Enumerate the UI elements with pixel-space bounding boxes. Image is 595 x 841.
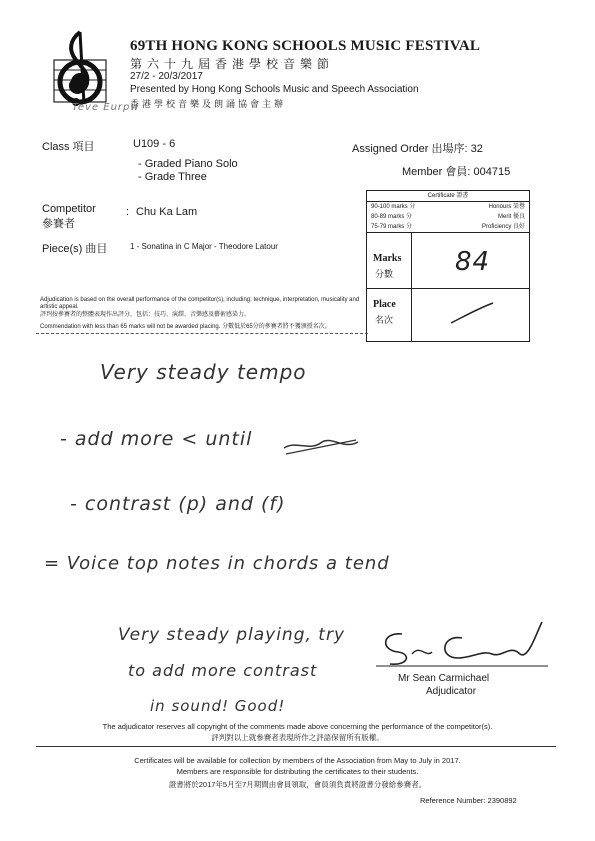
commendation-note: Commendation with less than 65 marks will not be awarded placing. 分數低於65分的參賽者將不獲頒授名次。 [40,324,331,330]
grade-name: Honours 榮譽 [488,204,525,210]
competitor-label: Competitor [42,203,96,215]
grade-scale [367,202,529,233]
place-dash-mark [447,297,497,327]
piece-value: 1 - Sonatina in C Major - Theodore Latour [130,242,278,251]
footer-divider [36,746,556,747]
association-cn: 香港學校音樂及朗誦協會主辦 [130,99,287,109]
certificate-box [366,190,530,342]
copyright-note-cn: 評判對以上就參賽者表現所作之評語保留所有版權。 [211,733,384,742]
member-number: Member 會員: 004715 [402,166,511,178]
adjudicator-name: Mr Sean Carmichael [398,673,490,684]
copyright-note: The adjudicator reserves all copyright of the comments made above concerning the performance of the competitor(s). [102,722,493,731]
separator-line [36,333,368,334]
presented-by: Presented by Hong Kong Schools Music and Speech Association [130,84,419,95]
festival-dates: 27/2 - 20/3/2017 [130,71,203,82]
grade-name: Merit 優良 [497,214,525,220]
festival-title: 69TH HONG KONG SCHOOLS MUSIC FESTIVAL [130,38,481,54]
marks-label: Marks [373,253,402,264]
grade-range: 90-100 marks 分 [371,204,416,210]
summary-line-2: to add more contrast [128,661,318,680]
comment-line-2: - add more < until [60,428,253,450]
comment-line-3: - contrast (p) and (f) [70,493,286,515]
competitor-label-cn: 參賽者 [42,218,75,230]
class-code: U109 - 6 [133,138,176,150]
crossed-out-scribble [282,430,362,460]
marks-value: 84 [455,247,491,277]
marks-cell [367,233,529,289]
class-description-2: - Grade Three [138,171,207,183]
marks-label-cn: 分數 [375,269,394,279]
class-description-1: - Graded Piano Solo [138,158,238,170]
responsibility-note: Members are responsible for distributing the certificates to their students. [176,767,419,776]
handwritten-scribble: Teve Eurpw [72,102,140,113]
competitor-name: Chu Ka Lam [136,206,198,218]
grade-name: Proficiency 良好 [481,224,525,230]
comment-line-1: Very steady tempo [100,360,307,384]
place-cell [367,289,529,341]
certificate-header: Certificate 證書 [367,191,529,202]
festival-logo [40,30,120,106]
reference-number: Reference Number: 2390892 [420,796,517,805]
summary-line-3: in sound! Good! [150,697,286,715]
place-label-cn: 名次 [375,315,394,325]
competitor-colon: : [126,206,130,218]
festival-title-cn: 第六十九屆香港學校音樂節 [130,57,335,71]
place-label: Place [373,299,396,310]
class-label: Class 項目 [42,141,95,153]
availability-note: Certificates will be available for collection by members of the Association from May to July in 2017. [134,756,461,765]
adjudication-note: Adjudication is based on the overall performance of the competitor(s), including: technique, interpretation, musicality and artistic appeal. [40,297,360,310]
adjudicator-signature [372,614,552,674]
grade-range: 75-79 marks 分 [371,224,413,230]
summary-line-1: Very steady playing, try [118,625,346,645]
assigned-order: Assigned Order 出場序: 32 [352,143,483,155]
adjudicator-title: Adjudicator [426,686,477,697]
adjudication-note-cn: 評判按參賽者的整體表現作出評分，包括：技巧、演繹、音樂感及藝術感染力。 [40,312,251,318]
availability-note-cn: 證書將於2017年5月至7月期間由會員領取，會員須負責將證書分發給參賽者。 [168,780,427,789]
box-divider [411,233,412,341]
piece-label: Piece(s) 曲目 [42,243,108,255]
comment-line-4: = Voice top notes in chords a tend [44,553,390,574]
grade-range: 80-89 marks 分 [371,214,413,220]
